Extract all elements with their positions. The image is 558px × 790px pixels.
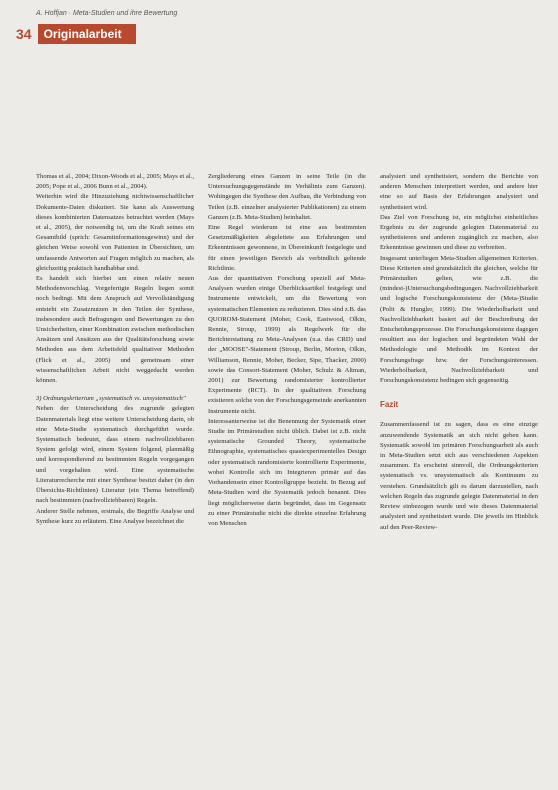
paragraph: Neben der Unterscheidung des zugrunde gelegten Datenmaterials liegt eine weitere Unterscheidung darin, ob eine Meta-Studie systematisch durchgeführt wurde. Systematisch bedeutet, dass einem nachvollziehbaren System gefolgt wird, einem System folgend, planmäßig und korrespondierend zu bestimmten Regeln vorgegangen und vorgehalten wird. Eine systematische Literaturrecherche mit einer Synthese besitzt daher (in den Übersichts-Richtlinien) Literatur (ein Thema betreffend) nach bestimmten (nachvollziehbaren) Regeln.: [36, 405, 194, 505]
page-header-bar: [0, 24, 136, 44]
text-column-1: [36, 172, 194, 527]
paragraph: Zusammenfassend ist zu sagen, dass es eine einzige anzuwendende Systematik an sich nicht geben kann. Systematik sowohl im primären Forschungsarbeit als auch in Meta-Studien setzt sich aus verschiedenen Aspekten zusammen. Es erscheint sinnvoll, die Ordnungskriterien systematisch vs. unsystematisch als Kontinuum zu verstehen. Grundsätzlich gilt es darum darzustellen, nach welchen Regeln das zugrunde gelegte Datenmaterial in den Review einbezogen wurde und wie dieses Datenmaterial analysiert und synthetisiert wurde. Die jeweils im Hinblick auf den Peer-Review-: [380, 421, 538, 531]
fazit-heading: Fazit: [380, 400, 399, 410]
article-body: [36, 172, 548, 786]
paragraph: Es handelt sich hierbei um einen relativ neuen Methodenvorschlag. Vorgefertigte Regeln liegen somit noch bedingt. Mit dem Anspruch auf Vervollständigung entsteht ein Zusatznutzen in den Teilen der Synthese, insbesondere auch Befragungen und Bewertungen zu den Unsicherheiten, einer Kombination zwischen methodischen Ansätzen und Ansätzen aus der Qualitätsforschung sowie Methoden aus dem Arbeitsfeld qualitativer Methoden (Flick et al., 2005) und gemeinsam einer wissenschaftlichen Arbeit nicht weggedacht werden können.: [36, 275, 194, 385]
paragraph: Aus der quantitativen Forschung speziell auf Meta-Analysen wurden einige Überblicksartikel festgelegt und Instrumente entwickelt, um die Bewertung von systematischen Elementen zu reduzieren. Dies sind z.B. das QUOROM-Statement (Moher, Cook, Eastwood, Olkin, Rennie, Stroup, 1999) als Regelwerk für die Berichterstattung zu Meta-Analysen (u.a. das CRD) und der „MOOSE"-Statement (Stroup, Berlin, Morton, Olkin, Williamson, Rennie, Moher, Becker, Sipe, Thacker, 2000) sowie das Consort-Statement (Moher, Schulz & Altman, 2001) zur Bewertung randomisierter kontrollierter Experimente (RCT). In der qualitativen Forschung existieren solche von der Forschungsgemeinde anerkannten Instrumente nicht.: [208, 275, 366, 415]
running-head: A. Hoffjan · Meta-Studien und ihre Bewertung: [36, 10, 178, 17]
paragraph: Eine Regel wiederum ist eine aus bestimmten Gesetzmäßigkeiten abgeleitete aus Erfahrungen und Erkenntnissen gewonnene, in Übereinkunft festgelegte und für einen jeweiligen Bereich als verbindlich geltende Richtlinie.: [208, 224, 366, 272]
text-column-2: [208, 172, 366, 529]
text-column-3: [380, 172, 538, 533]
paragraph: Thomas et al., 2004; Dixon-Woods et al., 2005; Mays et al., 2005; Pope et al., 2006 Bunn et al., 2004).: [36, 173, 194, 191]
paragraph: Anderer Stelle nehmen, erstmals, die Begriffe Analyse und Synthese kurz zu erläutern. Eine Analyse bezeichnet die: [36, 507, 194, 525]
paragraph: analysiert und synthetisiert, sondern die Berichte von anderen Menschen interpretiert werden, und andere hier eine so auf Basis der Erfahrungen analysiert und synthetisiert wird.: [380, 173, 538, 211]
paragraph: Zergliederung eines Ganzen in seine Teile (in die Untersuchungsgegenstände im Verhältnis zum Ganzen). Wohingegen die Synthese den Aufbau, die Verbindung von Teilen (z.B. einzelner analysierter Publikationen) zu einem Ganzen (z.B. Meta-Studien) beinhaltet.: [208, 173, 366, 221]
page-number: 34: [0, 24, 38, 44]
subheading: 3) Ordnungskriterium „systematisch vs. unsystematisch": [36, 395, 186, 403]
paragraph: Interessanterweise ist die Benennung der Systematik einer Studie im Primärstudien nicht üblich. Dabei ist z.B. nicht systematische Grounded Theory, systematische Ethnographie, systematisches quasiexperimentelles Design oder systematisch randomisierte kontrollierte Experimente, wobei Kontrolle sich im Integrieren primär auf das Vorhandensein einer Kontrollgruppe bezieht. In Bezug auf Meta-Studien wird die Systematik jedoch benannt. Dies liegt möglicherweise darin begründet, dass im Gegensatz zu einer Primärstudie nicht die direkte einzelne Erfahrung von Menschen: [208, 417, 366, 527]
paragraph: Weiterhin wird die Hinzuziehung nichtwissenschaftlicher Dokumente-Daten diskutiert. Sie kann als Auswertung dieses kombinierten Datensatzes betrachtet werden (Mays et al., 2005), der notwendig ist, um die Kraft seines ein Gesamtbild (sprich: Gesamtinformationsgewinn) und der gleichen Weise sowohl von Patienten in Übersichten, um umfassende Antworten auf Fragen möglich zu machen, als gleichzeitig praktisch handhabbar sind.: [36, 193, 194, 272]
paragraph: Insgesamt unterliegen Meta-Studien allgemeinen Kriterien. Diese Kriterien sind grundsätzlich die gleichen, welche für Primärstudien gelten, wie z.B. die (mindest-)Untersuchungsbedingungen. Nachvollziehbarkeit und logische Forschungskonsistenz der (Meta-)Studie (Polit & Hungler, 1999). Die Wiederholbarkeit und Nachvollziehbarkeit basiert auf der Beschreibung der Entscheidungsprozesse. Die Forschungskonsistenz dagegen resultiert aus der logischen und begründeten Wahl der Methodologie und Methodik im Kontext der Forschungsfrage bzw. der Forschungsinteressen. Wiederholbarkeit, Nachvollziehbarkeit und Forschungskonsistenz bedingen sich gegenseitig.: [380, 254, 538, 385]
section-label: Originalarbeit: [38, 24, 136, 44]
paragraph: Das Ziel von Forschung ist, ein möglichst einheitliches Ergebnis zu der zugrunde gelegten Datenmaterial zu synthetisieren und anderen zugänglich zu machen, also Erkenntnisse gewinnen und diese zu verbreiten.: [380, 213, 538, 252]
